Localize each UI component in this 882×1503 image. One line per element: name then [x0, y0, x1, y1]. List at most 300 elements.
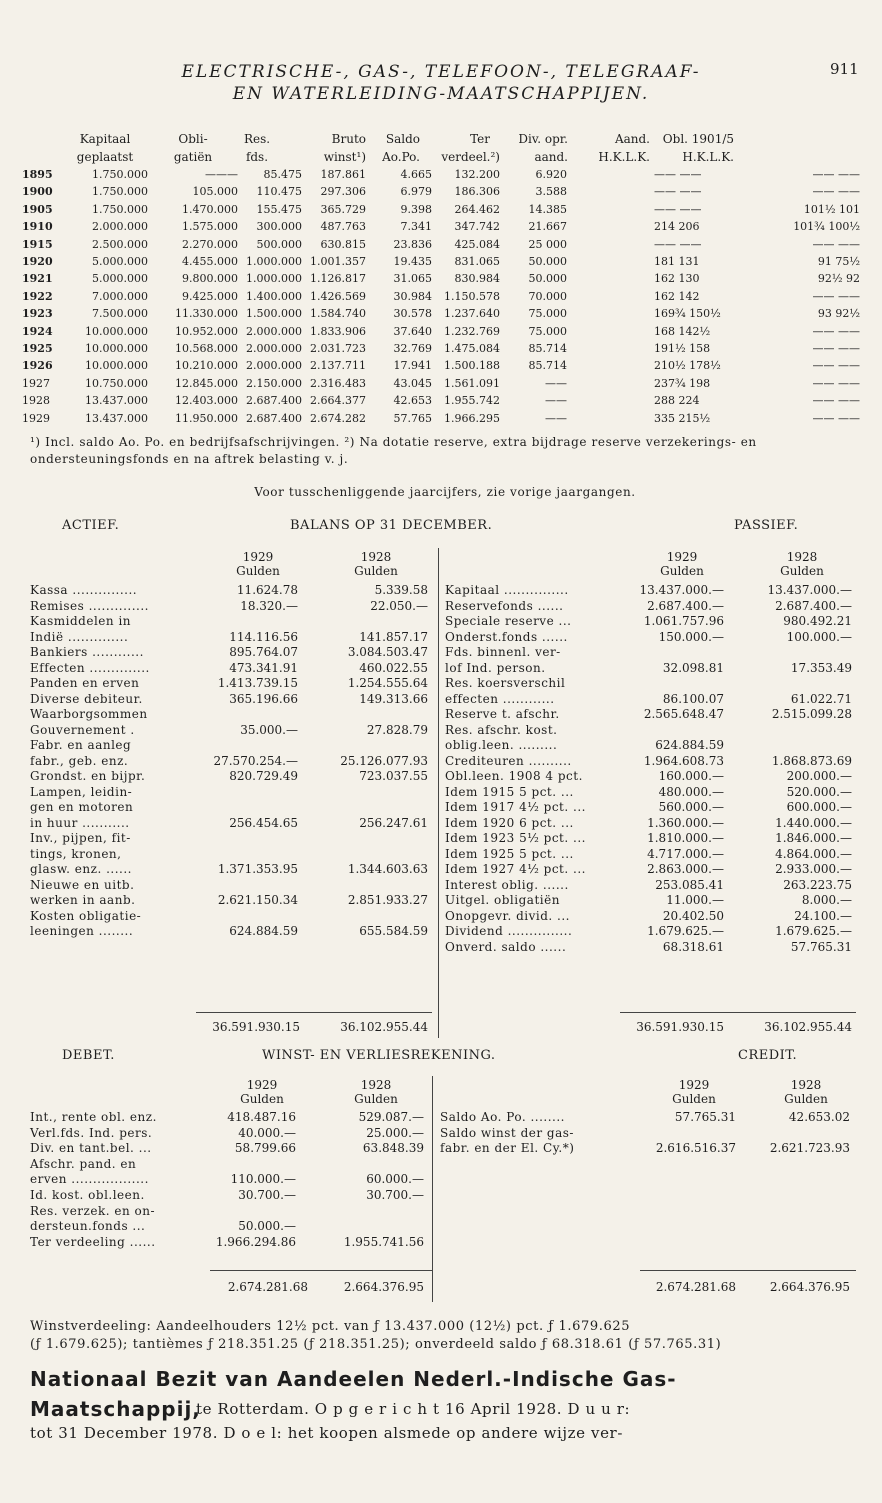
balans-left-label: Gouvernement . — [30, 722, 135, 737]
history-cell: 11.330.000 — [175, 307, 238, 321]
history-cell: 2.664.377 — [310, 394, 366, 408]
balans-left-total-rule — [196, 1012, 432, 1013]
history-cell: 264.462 — [454, 202, 500, 216]
balans-left-1929: 365.196.66 — [229, 691, 298, 706]
history-cell: 181 131 — [654, 255, 700, 268]
history-cell: 4.665 — [400, 168, 432, 181]
balans-right-1928: 13.437.000.— — [767, 583, 852, 597]
winst-left-label: Ter verdeeling ...... — [30, 1234, 156, 1249]
history-cell: 1.426.569 — [310, 289, 366, 303]
history-cell: 2.137.711 — [310, 359, 366, 373]
balans-left-1928: 3.084.503.47 — [347, 645, 428, 659]
history-cell: 75.000 — [528, 307, 567, 321]
winst-left-label: Id. kost. obl.leen. — [30, 1188, 145, 1202]
balans-left-1928: 27.828.79 — [366, 722, 428, 737]
balans-right-unit2: Gulden — [780, 564, 824, 578]
history-cell: —— —— — [654, 202, 702, 216]
history-cell: 830.984 — [454, 272, 500, 286]
winst-left-label: Int., rente obl. enz. — [30, 1110, 157, 1124]
next-entry-heading1: Nationaal Bezit van Aandeelen Nederl.-Indische Gas- — [30, 1367, 677, 1391]
history-year: 1895 — [22, 168, 53, 181]
next-entry-line2: te Rotterdam. O p g e r i c h t 16 April 1928. D u u r: — [196, 1400, 631, 1418]
balans-right-label: Idem 1917 4½ pct. ... — [445, 800, 586, 814]
balans-right-label: Idem 1925 5 pct. ... — [445, 846, 574, 861]
history-cell: 187.861 — [320, 168, 366, 181]
balans-right-1929: 1.679.625.— — [647, 924, 724, 938]
balans-left-label: Kassa ............... — [30, 583, 138, 597]
history-cell: 6.920 — [535, 168, 567, 181]
history-year: 1922 — [22, 289, 53, 303]
balans-right-year1: 1929 — [666, 550, 698, 564]
winst-right-1929: 2.616.516.37 — [655, 1141, 736, 1156]
balans-left-1928: 5.339.58 — [374, 583, 428, 597]
history-cell: 168 142½ — [654, 324, 711, 338]
balans-right-label: Obl.leen. 1908 4 pct. — [445, 769, 583, 783]
history-cell: 10.000.000 — [85, 342, 148, 355]
history-cell: 14.385 — [528, 202, 567, 216]
history-head2-0: geplaatst — [76, 150, 134, 164]
history-cell: 1.750.000 — [92, 185, 148, 199]
balans-left-1929: 473.341.91 — [229, 660, 298, 675]
balans-right-1929: 560.000.— — [658, 800, 724, 814]
next-entry-line3: tot 31 December 1978. D o e l: het koopen alsmede op andere wijze ver- — [30, 1424, 624, 1442]
history-cell: 43.045 — [393, 376, 432, 390]
balans-left-1928: 2.851.933.27 — [347, 893, 428, 907]
history-cell: 31.065 — [393, 272, 432, 286]
history-cell: 2.000.000 — [92, 220, 148, 234]
balans-right-label: Reserve t. afschr. — [445, 707, 560, 721]
history-cell: —— —— — [812, 289, 860, 303]
balans-right-1928: 4.864.000.— — [775, 846, 852, 861]
winstverdeeling-line2: (ƒ 1.679.625); tantièmes ƒ 218.351.25 (ƒ 218.351.25); onverdeeld saldo ƒ 68.318.61 (ƒ 57.765.31) — [30, 1337, 722, 1352]
balans-left-unit2: Gulden — [354, 564, 398, 578]
history-cell: 288 224 — [654, 394, 700, 408]
balans-right-1929: 624.884.59 — [655, 738, 724, 752]
history-head1-2: Res. — [243, 132, 271, 146]
balans-left-label: Panden en erven — [30, 676, 140, 690]
history-year: 1900 — [22, 185, 53, 199]
balans-right-1928: 2.515.099.28 — [771, 707, 852, 721]
balans-left-1928: 1.254.555.64 — [347, 676, 428, 690]
winst-left-label: erven .................. — [30, 1172, 149, 1187]
history-cell: 101½ 101 — [803, 202, 860, 216]
balans-right-1929: 4.717.000.— — [647, 846, 724, 861]
history-cell: 9.398 — [400, 202, 432, 216]
history-cell: 5.000.000 — [92, 272, 148, 286]
actief-title: ACTIEF. — [62, 518, 120, 533]
balans-left-year2: 1928 — [360, 550, 392, 564]
history-year: 1905 — [22, 202, 53, 216]
history-cell: 5.000.000 — [92, 255, 148, 268]
history-cell: 1.150.578 — [444, 289, 500, 303]
balans-right-1929: 2.687.400.— — [647, 598, 724, 613]
winst-left-total-1928: 2.664.376.95 — [343, 1280, 424, 1294]
balans-left-label: Bankiers ............ — [30, 645, 144, 659]
history-cell: 630.815 — [320, 237, 366, 251]
balans-left-1928: 141.857.17 — [359, 629, 428, 644]
history-cell: 1.000.000 — [246, 272, 302, 286]
history-head1-6: Div. opr. — [518, 132, 568, 146]
balans-left-1929: 256.454.65 — [229, 815, 298, 830]
balans-right-label: Dividend ............... — [445, 924, 573, 938]
winst-title: WINST- EN VERLIESREKENING. — [262, 1048, 496, 1063]
balans-left-label: leeningen ........ — [30, 924, 134, 938]
winst-right-unit1: Gulden — [672, 1092, 716, 1106]
history-head2-7: H.K.L.K. — [598, 150, 650, 164]
history-cell: 101¾ 100½ — [793, 220, 860, 234]
winst-left-total-1929: 2.674.281.68 — [227, 1280, 308, 1294]
balans-left-1929: 2.621.150.34 — [217, 893, 298, 907]
history-head2-1: gatiën — [173, 150, 213, 164]
balans-right-label: Crediteuren .......... — [445, 753, 572, 768]
history-year: 1915 — [22, 237, 53, 251]
history-year: 1928 — [22, 394, 50, 408]
history-cell: 50.000 — [528, 255, 567, 268]
history-cell: 169¾ 150½ — [654, 307, 721, 321]
winst-right-unit2: Gulden — [784, 1092, 828, 1106]
history-cell: 1.955.742 — [444, 394, 500, 408]
balans-right-label: Onopgevr. divid. ... — [445, 908, 570, 923]
history-cell: ——— — [205, 168, 238, 181]
winst-divider — [432, 1076, 433, 1302]
balans-right-1928: 980.492.21 — [783, 614, 852, 628]
balans-title: BALANS OP 31 DECEMBER. — [290, 518, 493, 533]
winst-right-label: fabr. en der El. Cy.*) — [440, 1141, 575, 1156]
next-entry-heading2: Maatschappij, — [30, 1397, 201, 1421]
credit-title: CREDIT. — [738, 1048, 798, 1063]
balans-right-label: effecten ............ — [445, 691, 555, 706]
history-cell: 1.500.000 — [246, 307, 302, 321]
balans-left-label: Inv., pijpen, fit- — [30, 831, 131, 845]
history-cell: 2.000.000 — [246, 324, 302, 338]
history-cell: 1.400.000 — [246, 289, 302, 303]
history-cell: 2.000.000 — [246, 342, 302, 355]
history-cell: 110.475 — [256, 185, 302, 199]
balans-left-unit1: Gulden — [236, 564, 280, 578]
history-cell: —— —— — [654, 237, 702, 251]
balans-right-1928: 100.000.— — [786, 629, 852, 644]
balans-left-1929: 1.413.739.15 — [217, 676, 298, 690]
balans-right-1928: 1.440.000.— — [775, 815, 852, 830]
history-cell: 30.984 — [393, 289, 432, 303]
winst-right-total-rule — [640, 1270, 856, 1271]
winst-left-year1: 1929 — [246, 1078, 278, 1092]
history-head1-1: Obli- — [178, 132, 208, 146]
history-cell: 1.833.906 — [310, 324, 366, 338]
history-cell: 297.306 — [320, 185, 366, 199]
history-cell: 1.237.640 — [444, 307, 500, 321]
balans-left-label: Effecten .............. — [30, 660, 150, 675]
debet-title: DEBET. — [62, 1048, 115, 1063]
history-head1-5: Ter — [470, 132, 490, 146]
winst-right-year1: 1929 — [678, 1078, 710, 1092]
balans-right-1929: 1.360.000.— — [647, 815, 724, 830]
winst-left-1928: 63.848.39 — [362, 1141, 424, 1156]
history-cell: 10.568.000 — [175, 342, 238, 355]
balans-left-label: Indië .............. — [30, 629, 129, 644]
page-header-line2: EN WATERLEIDING-MAATSCHAPPIJEN. — [232, 84, 650, 104]
history-cell: —— —— — [812, 168, 860, 181]
history-cell: 23.836 — [393, 237, 432, 251]
balans-right-1929: 253.085.41 — [655, 877, 724, 892]
history-cell: 25 000 — [528, 237, 567, 251]
winst-left-1929: 40.000.— — [238, 1125, 296, 1140]
winst-left-unit1: Gulden — [240, 1092, 284, 1106]
balans-right-label: Res. koersverschil — [445, 676, 566, 690]
balans-left-label: Kasmiddelen in — [30, 614, 132, 628]
history-year: 1921 — [22, 272, 53, 286]
balans-left-label: Nieuwe en uitb. — [30, 877, 135, 892]
balans-right-label: Fds. binnenl. ver- — [445, 645, 561, 659]
history-cell: 10.000.000 — [85, 359, 148, 373]
balans-left-label: in huur ........... — [30, 815, 130, 830]
history-cell: 487.763 — [320, 220, 366, 234]
balans-right-1928: 600.000.— — [786, 800, 852, 814]
winst-right-1928: 2.621.723.93 — [769, 1141, 850, 1156]
balans-right-label: Reservefonds ...... — [445, 598, 564, 613]
balans-left-1928: 22.050.— — [370, 598, 428, 613]
history-cell: 4.455.000 — [182, 255, 238, 268]
history-cell: 3.588 — [535, 185, 567, 199]
history-year: 1924 — [22, 324, 53, 338]
winst-left-1929: 58.799.66 — [234, 1141, 296, 1156]
history-cell: 1.001.357 — [310, 255, 366, 268]
balans-left-1928: 25.126.077.93 — [340, 753, 428, 768]
balans-right-1929: 86.100.07 — [662, 691, 724, 706]
history-cell: 2.500.000 — [92, 237, 148, 251]
balans-right-1929: 150.000.— — [658, 629, 724, 644]
history-cell: —— —— — [812, 411, 860, 425]
history-cell: 37.640 — [393, 324, 432, 338]
history-cell: 32.769 — [393, 342, 432, 355]
history-cell: —— —— — [812, 324, 860, 338]
history-cell: 91 75½ — [817, 255, 860, 268]
history-cell: 1.000.000 — [246, 255, 302, 268]
balans-right-label: Speciale reserve ... — [445, 614, 572, 628]
balans-right-1929: 1.061.757.96 — [643, 614, 724, 628]
history-cell: 2.687.400 — [246, 411, 302, 425]
winst-right-1928: 42.653.02 — [788, 1110, 850, 1124]
balans-left-total-1929: 36.591.930.15 — [212, 1020, 300, 1034]
winst-left-1928: 1.955.741.56 — [343, 1234, 424, 1249]
history-cell: 85.714 — [528, 342, 567, 355]
history-cell: 1.966.295 — [444, 411, 500, 425]
winst-right-1929: 57.765.31 — [674, 1110, 736, 1124]
history-cell: 12.403.000 — [175, 394, 238, 408]
footnote: ¹) Incl. saldo Ao. Po. en bedrijfsafschrijvingen. ²) Na dotatie reserve, extra bijdrage reserve verzekerings- en ondersteuningsfonds en na aftrek belasting v. j. — [30, 435, 757, 466]
winst-left-label: dersteun.fonds ... — [30, 1219, 146, 1234]
history-cell: —— — [545, 394, 567, 408]
balans-right-label: Interest oblig. ...... — [445, 877, 569, 892]
history-cell: 7.341 — [400, 220, 432, 234]
balans-right-1929: 1.810.000.— — [647, 831, 724, 845]
history-cell: 237¾ 198 — [654, 376, 711, 390]
passief-title: PASSIEF. — [734, 518, 799, 533]
history-cell: 162 130 — [654, 272, 700, 286]
winst-left-1928: 60.000.— — [366, 1172, 424, 1187]
balans-divider — [438, 548, 439, 1038]
winst-left-year2: 1928 — [360, 1078, 392, 1092]
history-cell: 1.500.188 — [444, 359, 500, 373]
winst-left-label: Afschr. pand. en — [30, 1156, 137, 1171]
history-cell: 85.714 — [528, 359, 567, 373]
history-cell: 30.578 — [393, 307, 432, 321]
page-number: 911 — [830, 60, 859, 78]
history-cell: 425.084 — [454, 237, 500, 251]
balans-left-1929: 35.000.— — [240, 722, 298, 737]
history-cell: 75.000 — [528, 324, 567, 338]
history-head1-3: Bruto — [331, 132, 366, 146]
history-cell: 50.000 — [528, 272, 567, 286]
history-head2-5: verdeel.²) — [441, 150, 500, 164]
history-cell: 365.729 — [320, 202, 366, 216]
history-head2-6: aand. — [534, 150, 568, 164]
winst-left-label: Res. verzek. en on- — [30, 1203, 156, 1218]
history-cell: 1.750.000 — [92, 202, 148, 216]
history-cell: 191½ 158 — [654, 342, 711, 355]
history-cell: 92½ 92 — [817, 272, 860, 286]
history-cell: —— —— — [812, 237, 860, 251]
history-head1-0: Kapitaal — [79, 132, 131, 146]
history-cell: 1.475.084 — [444, 342, 500, 355]
winst-left-total-rule — [210, 1270, 432, 1271]
history-cell: 10.952.000 — [175, 324, 238, 338]
history-cell: 1.126.817 — [310, 272, 366, 286]
balans-right-label: Onderst.fonds ...... — [445, 629, 568, 644]
balans-right-label: Uitgel. obligatiën — [445, 893, 560, 907]
balans-right-1928: 520.000.— — [786, 784, 852, 799]
history-head2-4: Ao.Po. — [382, 150, 420, 164]
balans-left-1928: 460.022.55 — [359, 660, 428, 675]
history-cell: 347.742 — [454, 220, 500, 234]
history-cell: 13.437.000 — [85, 394, 148, 408]
history-head2-3: winst¹) — [323, 150, 366, 164]
history-cell: 19.435 — [393, 255, 432, 268]
history-year: 1927 — [22, 376, 50, 390]
balans-right-1928: 8.000.— — [801, 893, 852, 907]
history-cell: 2.000.000 — [246, 359, 302, 373]
balans-right-year2: 1928 — [786, 550, 818, 564]
history-cell: —— — [545, 376, 567, 390]
history-cell: 1.232.769 — [444, 324, 500, 338]
history-cell: 2.270.000 — [182, 237, 238, 251]
history-cell: 186.306 — [454, 185, 500, 199]
history-cell: —— —— — [654, 185, 702, 199]
balans-left-label: werken in aanb. — [30, 893, 136, 907]
winst-left-1928: 25.000.— — [366, 1125, 424, 1140]
history-cell: 2.031.723 — [310, 342, 366, 355]
balans-right-1928: 17.353.49 — [790, 660, 852, 675]
history-cell: 2.150.000 — [246, 376, 302, 390]
balans-right-1929: 480.000.— — [658, 784, 724, 799]
history-cell: 2.674.282 — [310, 411, 366, 425]
balans-right-total-rule — [620, 1012, 856, 1013]
history-cell: —— —— — [812, 342, 860, 355]
page-header-line1: ELECTRISCHE-, GAS-, TELEFOON-, TELEGRAAF- — [181, 62, 701, 82]
balans-left-1928: 256.247.61 — [359, 815, 428, 830]
history-cell: 85.475 — [263, 168, 302, 181]
balans-left-1928: 149.313.66 — [359, 691, 428, 706]
balans-right-label: oblig.leen. ......... — [445, 738, 558, 752]
history-cell: 1.750.000 — [92, 168, 148, 181]
balans-right-total-1928: 36.102.955.44 — [764, 1020, 852, 1034]
history-cell: 11.950.000 — [175, 411, 238, 425]
history-cell: 105.000 — [192, 185, 238, 199]
history-cell: 210½ 178½ — [654, 359, 721, 373]
history-cell: 155.475 — [256, 202, 302, 216]
balans-left-label: Remises .............. — [30, 598, 149, 613]
winst-left-1929: 30.700.— — [238, 1188, 296, 1202]
history-cell: 335 215½ — [654, 411, 711, 425]
history-year: 1929 — [22, 411, 50, 425]
balans-right-label: Idem 1927 4½ pct. ... — [445, 862, 586, 876]
winst-right-year2: 1928 — [790, 1078, 822, 1092]
balans-right-1929: 11.000.— — [666, 893, 724, 907]
balans-left-label: Kosten obligatie- — [30, 908, 142, 923]
history-head2-2: fds. — [245, 150, 269, 164]
history-cell: 12.845.000 — [175, 376, 238, 390]
balans-right-1928: 263.223.75 — [783, 877, 852, 892]
balans-left-1929: 820.729.49 — [229, 769, 298, 783]
balans-left-label: glasw. enz. ...... — [30, 862, 132, 876]
balans-left-label: Lampen, leidin- — [30, 784, 133, 799]
winst-right-label: Saldo winst der gas- — [440, 1125, 574, 1140]
balans-left-label: Fabr. en aanleg — [30, 738, 132, 752]
balans-left-label: gen en motoren — [30, 800, 134, 814]
winst-left-1929: 50.000.— — [238, 1219, 296, 1234]
history-cell: 2.687.400 — [246, 394, 302, 408]
balans-right-unit1: Gulden — [660, 564, 704, 578]
history-cell: 10.000.000 — [85, 324, 148, 338]
balans-left-1929: 18.320.— — [240, 598, 298, 613]
balans-left-total-1928: 36.102.955.44 — [340, 1020, 428, 1034]
balans-right-1929: 20.402.50 — [662, 908, 724, 923]
history-cell: 214 206 — [654, 220, 700, 234]
balans-right-1928: 2.933.000.— — [775, 862, 852, 876]
winst-right-total-1928: 2.664.376.95 — [769, 1280, 850, 1294]
balans-left-year1: 1929 — [242, 550, 274, 564]
winstverdeeling-line1: Winstverdeeling: Aandeelhouders 12½ pct. van ƒ 13.437.000 (12½) pct. ƒ 1.679.625 — [30, 1319, 631, 1334]
history-year: 1910 — [22, 220, 53, 234]
balans-right-1928: 1.846.000.— — [775, 831, 852, 845]
winst-left-1929: 1.966.294.86 — [215, 1234, 296, 1249]
history-cell: 6.979 — [400, 185, 432, 199]
balans-right-label: Kapitaal ............... — [445, 583, 569, 597]
history-cell: 2.316.483 — [310, 376, 366, 390]
history-head1-7: Aand. — [614, 132, 650, 146]
winst-left-1929: 110.000.— — [230, 1172, 296, 1187]
balans-right-label: Idem 1915 5 pct. ... — [445, 784, 574, 799]
balans-left-label: fabr., geb. enz. — [30, 753, 129, 768]
balans-right-label: Idem 1920 6 pct. ... — [445, 815, 574, 830]
balans-left-1929: 895.764.07 — [229, 645, 298, 659]
history-cell: —— —— — [654, 168, 702, 181]
balans-left-label: Grondst. en bijpr. — [30, 769, 146, 783]
history-cell: 57.765 — [393, 411, 432, 425]
winst-left-1928: 30.700.— — [366, 1188, 424, 1202]
balans-left-1929: 11.624.78 — [236, 583, 298, 597]
balans-left-1928: 723.037.55 — [359, 769, 428, 783]
balans-right-1928: 1.868.873.69 — [771, 753, 852, 768]
history-cell: 9.800.000 — [182, 272, 238, 286]
balans-left-1928: 655.584.59 — [359, 924, 428, 938]
balans-left-1929: 624.884.59 — [229, 924, 298, 938]
balans-right-label: Onverd. saldo ...... — [445, 939, 567, 954]
history-year: 1920 — [22, 255, 53, 268]
balans-right-1928: 61.022.71 — [790, 691, 852, 706]
winst-left-label: Div. en tant.bel. ... — [30, 1141, 152, 1156]
balans-right-label: Res. afschr. kost. — [445, 722, 558, 737]
